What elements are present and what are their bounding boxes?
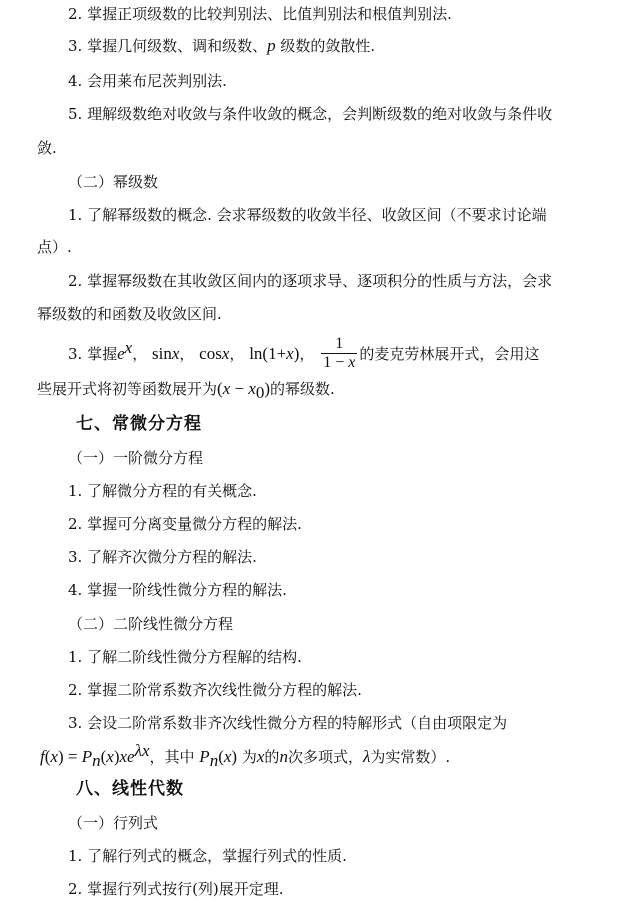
subsection-first-order-ode: （一）一阶微分方程 xyxy=(68,449,204,467)
subsection-second-order-ode: （二）二阶线性微分方程 xyxy=(68,615,234,633)
math-sub-n: n xyxy=(92,751,101,770)
math-e: e xyxy=(117,344,125,363)
item-geometric-series xyxy=(68,35,375,57)
subsection-determinants: （一）行列式 xyxy=(68,814,159,832)
math-ln: ln(1+ xyxy=(249,344,287,363)
item-maclaurin xyxy=(68,336,539,372)
math-x: x xyxy=(221,344,230,363)
text: 级数的敛散性. xyxy=(275,37,376,55)
math-equals: ) = xyxy=(57,747,82,766)
item-absolute-convergence-cont: 敛. xyxy=(37,139,57,157)
item-leibniz: 4. 会用莱布尼茨判别法. xyxy=(68,72,227,90)
math-p: p xyxy=(267,36,276,55)
text: 次多项式， xyxy=(287,748,363,766)
text: 些展开式将初等函数展开为 xyxy=(37,380,218,398)
item-power-series-concept: 1. 了解幂级数的概念. 会求幂级数的收敛半径、收敛区间（不要求讨论端 xyxy=(68,206,547,224)
item-solution-structure: 1. 了解二阶线性微分方程解的结构. xyxy=(68,648,302,666)
math-P: P xyxy=(199,747,210,766)
math-x: x xyxy=(286,344,294,363)
subsection-power-series: （二）幂级数 xyxy=(68,173,159,191)
math-lambda: λ xyxy=(362,747,371,766)
item-termwise-derivative-cont: 幂级数的和函数及收敛区间. xyxy=(37,305,222,323)
text: 3. 掌握几何级数、调和级数、 xyxy=(68,37,268,55)
math-sub-0: 0 xyxy=(255,383,265,402)
math-paren: ) xyxy=(231,747,238,766)
item-separable: 2. 掌握可分离变量微分方程的解法. xyxy=(68,515,302,533)
item-first-order-linear: 4. 掌握一阶线性微分方程的解法. xyxy=(68,581,287,599)
item-ode-concepts: 1. 了解微分方程的有关概念. xyxy=(68,482,257,500)
math-paren: ) xyxy=(264,379,271,398)
text: 的 xyxy=(264,748,280,766)
math-x: x xyxy=(222,379,231,398)
math-sup-lambda-x: λx xyxy=(134,741,150,760)
text: 3. 掌握 xyxy=(68,345,118,363)
math-x: x xyxy=(119,747,128,766)
math-x: x xyxy=(171,344,180,363)
math-paren: ) xyxy=(293,344,300,363)
item-power-series-concept-cont: 点）. xyxy=(37,238,72,256)
text: 为 xyxy=(241,748,257,766)
text: 的幂级数. xyxy=(270,380,335,398)
text: 1 − xyxy=(323,353,349,371)
text: 的麦克劳林展开式，会用这 xyxy=(359,345,540,363)
math-sub-n: n xyxy=(209,751,219,770)
math-sup-x: x xyxy=(124,338,133,357)
item-const-coeff-homogeneous: 2. 掌握二阶常系数齐次线性微分方程的解法. xyxy=(68,681,362,699)
text: ， xyxy=(179,345,195,363)
math-paren: ( xyxy=(100,747,107,766)
math-x: x xyxy=(106,747,114,766)
math-minus: − xyxy=(230,379,249,398)
text: ，其中 xyxy=(149,748,195,766)
text: ， xyxy=(132,345,148,363)
section-heading-linear-algebra: 八、线性代数 xyxy=(76,779,184,799)
math-paren: ) xyxy=(113,747,120,766)
fraction-one-over-one-minus-x xyxy=(321,335,357,372)
item-homogeneous: 3. 了解齐次微分方程的解法. xyxy=(68,548,257,566)
math-x: x xyxy=(223,747,232,766)
item-maclaurin-cont xyxy=(37,378,335,400)
math-f: f xyxy=(40,747,45,766)
math-sin: sin xyxy=(151,344,172,363)
section-heading-ode: 七、常微分方程 xyxy=(76,414,202,434)
item-particular-solution-cont xyxy=(40,741,451,770)
item-particular-solution: 3. 会设二阶常系数非齐次线性微分方程的特解形式（自由项限定为 xyxy=(68,714,508,732)
math-P: P xyxy=(81,747,93,766)
item-cofactor-expansion: 2. 掌握行列式按行(列)展开定理. xyxy=(68,880,284,898)
item-termwise-derivative: 2. 掌握幂级数在其收敛区间内的逐项求导、逐项积分的性质与方法，会求 xyxy=(68,272,553,290)
math-x: x xyxy=(348,353,356,371)
math-n: n xyxy=(279,747,288,766)
math-paren: ( xyxy=(217,379,223,398)
math-paren: ( xyxy=(218,747,224,766)
math-paren: ( xyxy=(44,747,51,766)
math-e: e xyxy=(127,747,135,766)
math-x: x xyxy=(248,379,256,398)
fraction-numerator: 1 xyxy=(321,335,357,354)
item-absolute-convergence: 5. 理解级数绝对收敛与条件收敛的概念，会判断级数的绝对收敛与条件收 xyxy=(68,105,553,123)
math-x: x xyxy=(256,747,265,766)
item-determinant-concept: 1. 了解行列式的概念，掌握行列式的性质. xyxy=(68,847,347,865)
text: ， xyxy=(229,345,245,363)
math-cos: cos xyxy=(199,344,222,363)
math-x: x xyxy=(50,747,58,766)
text: 为实常数）. xyxy=(370,748,451,766)
fraction-denominator xyxy=(321,354,357,372)
item-ratio-root-tests: 2. 掌握正项级数的比较判别法、比值判别法和根值判别法. xyxy=(68,5,452,23)
text: ， xyxy=(299,345,315,363)
